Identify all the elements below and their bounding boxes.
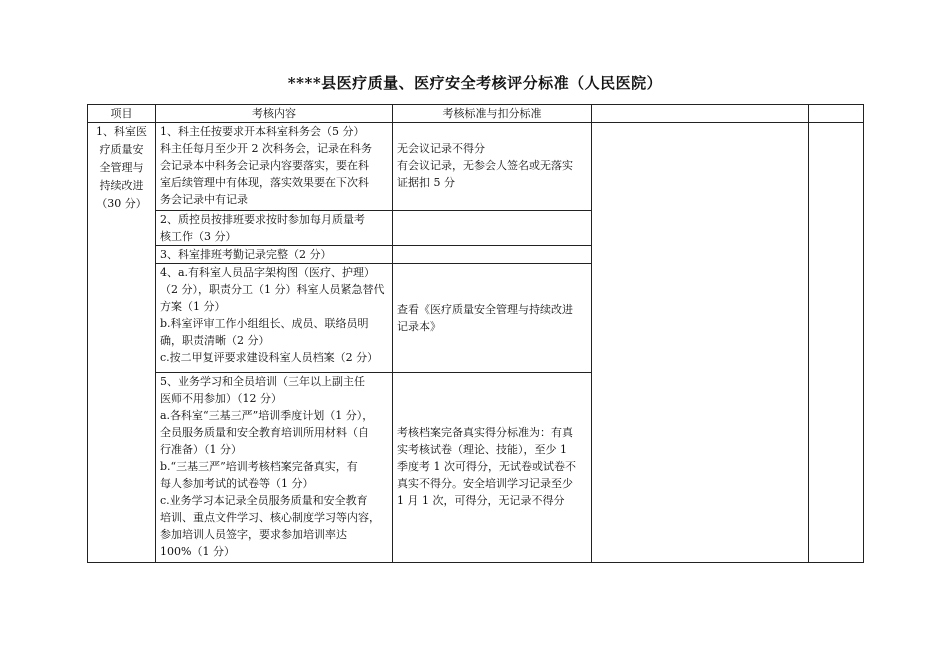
content-line: a.各科室“三基三严”培训季度计划（1 分）， [160,409,374,422]
header-standard: 考核标准与扣分标准 [393,105,592,123]
document-title: ****县医疗质量、医疗安全考核评分标准（人民医院） [287,74,663,92]
standard-cell [393,264,592,373]
content-line: 医师不用参加）（12 分） [160,392,282,405]
content-line: 方案（1 分） [160,300,226,313]
standard-cell [393,211,592,246]
content-line: 2、质控员按排班要求按时参加每月质量考 [160,213,365,226]
project-cell [88,123,156,563]
content-line: 务会记录中有记录 [160,193,248,206]
content-line: 全员服务质量和安全教育培训所用材料（自 [160,426,369,439]
content-line: 行准备）（1 分） [160,443,242,456]
standard-line: 证据扣 5 分 [397,176,455,189]
standard-cell [393,123,592,211]
blank-cell-2 [809,123,864,563]
header-content: 考核内容 [156,105,393,123]
standard-line: 无会议记录不得分 [397,142,485,155]
standard-line: 有会议记录，无参会人签名或无落实 [397,159,573,172]
standard-line: 季度考 1 次可得分，无试卷或试卷不 [397,460,576,473]
standard-line: 真实不得分。安全培训学习记录至少 [397,477,573,490]
standard-line: 实考核试卷（理论、技能），至少 1 [397,443,567,456]
standard-line: 考核档案完备真实得分标准为：有真 [397,426,573,439]
standard-line: 记录本》 [397,320,441,333]
content-cell [156,373,393,563]
standard-cell [393,246,592,264]
content-line: 室后续管理中有体现，落实效果要在下次科 [160,176,369,189]
table-row [88,123,864,211]
content-line: b.科室评审工作小组组长、成员、联络员明 [160,317,369,330]
content-line: 核工作（3 分） [160,230,237,243]
project-line: 疗质量安 [99,143,144,156]
content-line: 4、a.有科室人员品字架构图（医疗、护理） [160,266,376,279]
project-line: 1、科室医 [96,125,147,138]
content-line: 每人参加考试的试卷等（1 分） [160,477,314,490]
content-line: 3、科室排班考勤记录完整（2 分） [160,248,332,261]
content-line: （2 分），职责分工（1 分）科室人员紧急替代 [160,283,385,296]
content-line: 100%（1 分） [160,545,235,558]
scoring-table [87,104,864,563]
header-project: 项目 [88,105,156,123]
content-line: c.按二甲复评要求建设科室人员档案（2 分） [160,351,379,364]
content-line: c.业务学习本记录全员服务质量和安全教育 [160,494,368,507]
standard-line: 查看《医疗质量安全管理与持续改进 [397,303,573,316]
header-row [88,105,864,123]
project-line: （30 分） [96,197,147,210]
project-line: 全管理与 [99,161,144,174]
standard-cell [393,373,592,563]
project-line: 持续改进 [99,179,144,192]
blank-cell-1 [592,123,809,563]
content-line: 5、业务学习和全员培训（三年以上副主任 [160,375,365,388]
content-cell [156,246,393,264]
header-blank-1 [592,105,809,123]
content-cell [156,123,393,211]
content-line: 会记录本中科务会记录内容要落实，要在科 [160,159,369,172]
content-cell [156,264,393,373]
content-line: b.“三基三严”培训考核档案完备真实，有 [160,460,358,473]
content-line: 确，职责清晰（2 分） [160,334,270,347]
standard-line: 1 月 1 次，可得分，无记录不得分 [397,494,565,507]
content-line: 参加培训人员签字，要求参加培训率达 [160,528,347,541]
header-blank-2 [809,105,864,123]
content-line: 1、科主任按要求开本科室科务会（5 分） [160,125,365,138]
content-cell [156,211,393,246]
content-line: 科主任每月至少开 2 次科务会，记录在科务 [160,142,372,155]
content-line: 培训、重点文件学习、核心制度学习等内容， [160,511,380,524]
